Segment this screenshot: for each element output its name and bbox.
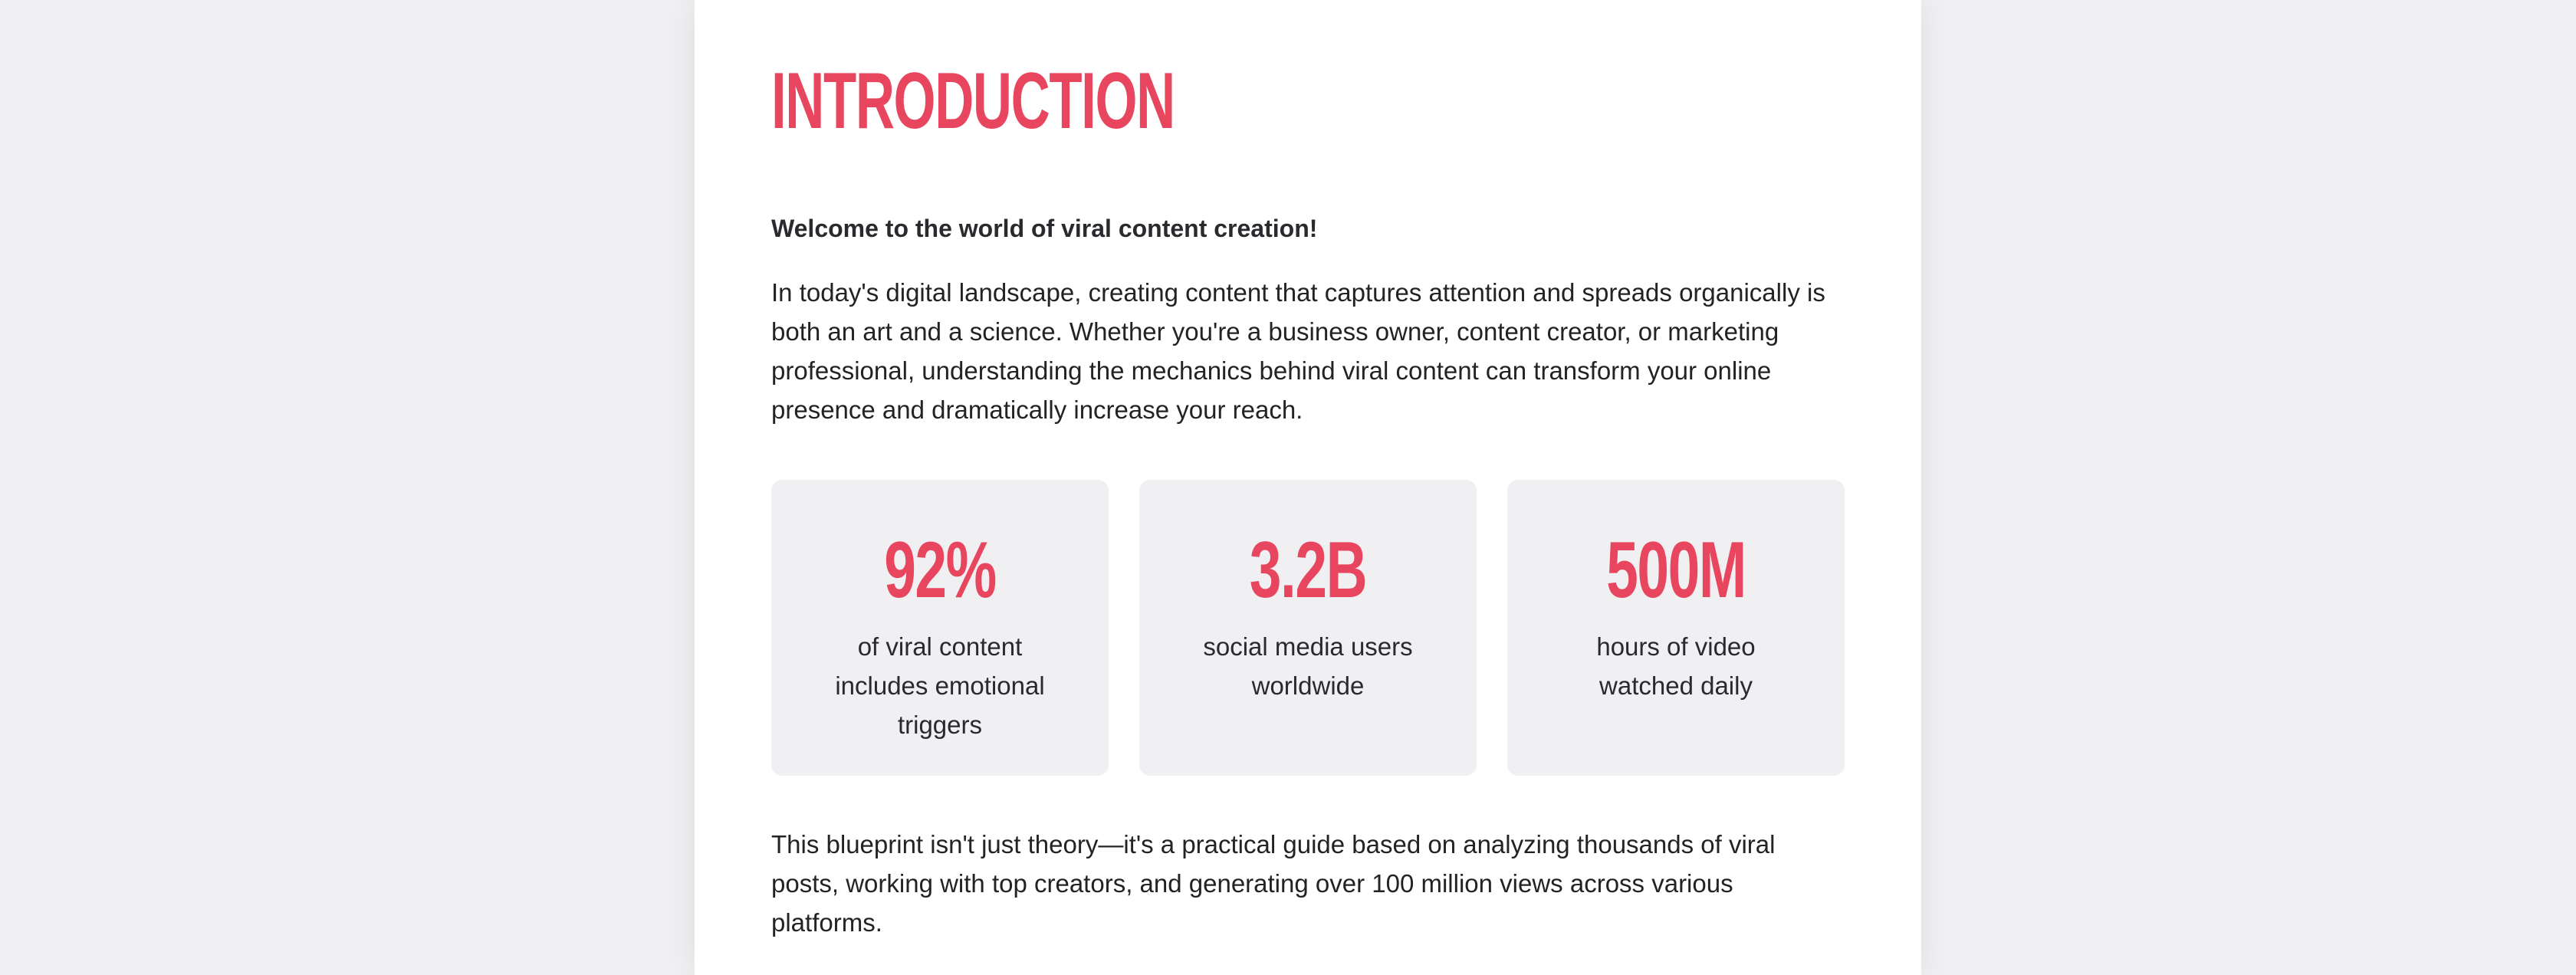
stat-card-emotional-triggers: [771, 480, 1109, 776]
closing-paragraph: This blueprint isn't just theory—it's a practical guide based on analyzing thousands of viral posts, working with top creators, and generating over 100 million views across various platforms.: [771, 830, 1776, 937]
stat-value: 92%: [884, 526, 996, 615]
stat-value: 3.2B: [1249, 526, 1367, 615]
stat-card-social-media-users: [1139, 480, 1477, 776]
document-page: [695, 0, 1921, 975]
section-title: INTRODUCTION: [771, 57, 1175, 146]
welcome-heading: Welcome to the world of viral content creation!: [771, 215, 1318, 242]
stat-label: social media users worldwide: [1203, 632, 1413, 700]
stat-label: hours of video watched daily: [1596, 632, 1756, 700]
stat-value: 500M: [1606, 526, 1746, 615]
stat-label: of viral content includes emotional triggers: [835, 632, 1045, 739]
stat-card-video-hours: [1507, 480, 1845, 776]
intro-paragraph: In today's digital landscape, creating content that captures attention and spreads organically is both an art and a science. Whether you're a business owner, content creator, or marketing professional, understanding the mechanics behind viral content can transform your online presence and dramatically increase your reach.: [771, 278, 1825, 424]
stats-row: [771, 480, 1845, 776]
